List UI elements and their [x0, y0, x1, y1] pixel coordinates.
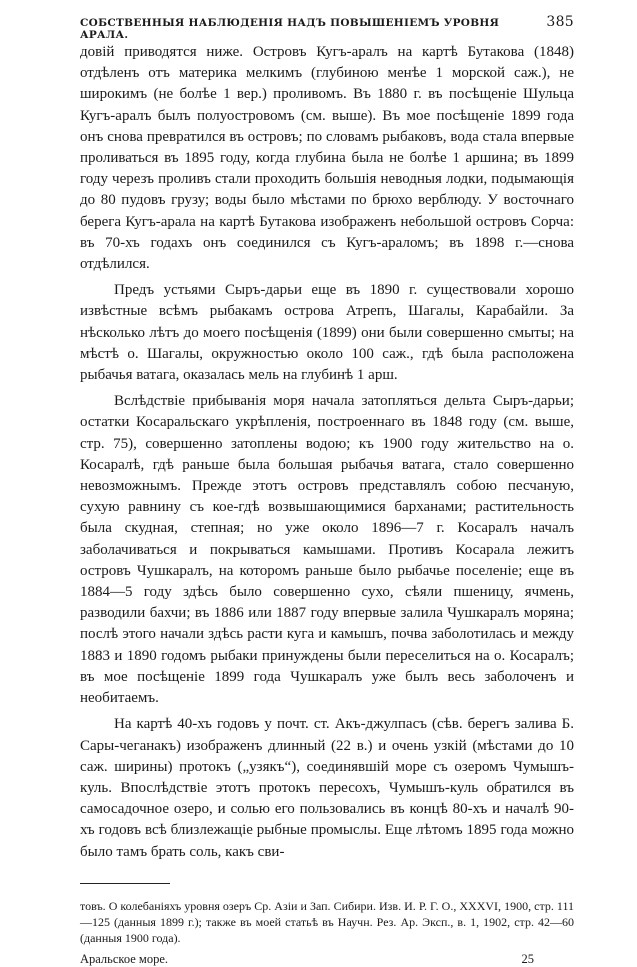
paragraph: Предъ устьями Сыръ-дарьи еще въ 1890 г. существовали хорошо извѣстные всѣмъ рыбакамъ острова Атрепъ, Шагалы, Карабайли. За нѣсколько лѣтъ до моего посѣщенія (1899) они были совершенно смыты; на мѣстѣ о. Шагалы, окружностью около 100 саж., гдѣ была расположена рыбачья ватага, оказалась мель на глубинѣ 1 арш.: [80, 282, 574, 384]
paragraph: На картѣ 40-хъ годовъ у почт. ст. Акъ-джулпасъ (сѣв. берегъ залива Б. Сары-чеганакъ) изображенъ длинный (22 в.) и очень узкій (мѣстами до 10 саж. ширины) протокъ („узякъ“), соединявшій море съ озеромъ Чумышъ-куль. Впослѣдствіе этотъ протокъ пересохъ, Чумышъ-куль обратился въ самосадочное озеро, и солью его пользовались въ концѣ 80-хъ и началѣ 90-хъ годовъ всѣ близлежащіе рыбные промыслы. Еще лѣтомъ 1895 года можно было тамъ брать соль, какъ сви-: [80, 716, 574, 860]
paragraph: довій приводятся ниже. Островъ Кугъ-аралъ на картѣ Бутакова (1848) отдѣленъ отъ материка мелкимъ (глубиною менѣе 1 морской саж.), не широкимъ (не болѣе 1 вер.) проливомъ. Въ 1880 г. въ посѣщеніе Шульца Кугъ-аралъ былъ полуостровомъ (см. выше). Въ мое посѣщеніе 1899 года онъ снова превратился въ островъ; по словамъ рыбаковъ, вода стала впервые проливаться въ 1895 году, когда глубина была не болѣе 1 аршина; въ 1899 году черезъ проливъ стали проходить большія неводныя лодки, подымающія до 80 пудовъ грузу; воды было мѣстами по брюхо верблюду. У восточнаго берега Кугъ-арала на картѣ Бутакова изображенъ небольшой островъ Сорча: въ 70-хъ годахъ онъ соединился съ Кугъ-араломъ; въ 1898 г.—снова отдѣлился.: [80, 44, 574, 273]
sheet-signature: Аральское море.: [80, 951, 169, 966]
footnote: товъ. О колебаніяхъ уровня озеръ Ср. Азіи и Зап. Сибири. Изв. И. Р. Г. О., XXXVI, 1900, стр. 111—125 (данныя 1899 г.); также въ моей статьѣ въ Научн. Рез. Ар. Эксп., в. 1, 1902, стр. 42—60 (данныя 1900 года).: [80, 898, 574, 945]
page-footer: [80, 952, 574, 967]
page-number: 385: [546, 14, 574, 30]
main-text: [80, 42, 574, 863]
running-title: СОБСТВЕННЫЯ НАБЛЮДЕНІЯ НАДЪ ПОВЫШЕНІЕМЪ УРОВНЯ АРАЛА.: [80, 17, 500, 41]
running-header: [80, 14, 574, 40]
sheet-number: 25: [521, 951, 534, 966]
paragraph: Вслѣдствіе прибыванія моря начала затопляться дельта Сыръ-дарьи; остатки Косаральскаго укрѣпленія, построеннаго въ 1848 году (см. выше, стр. 75), совершенно затоплены водою; къ 1900 году жительство на о. Косаралѣ, гдѣ раньше была большая рыбачья ватага, стало совершенно невозможнымъ. Прежде этотъ островъ представлялъ собою песчаную, сухую равнину съ кое-гдѣ возвышающимися барханами; растительность была скудная, степная; но уже около 1896—7 г. Косаралъ началъ заболачиваться и покрываться камышами. Противъ Косарала лежитъ островъ Чушкаралъ, на которомъ раньше было рыбачье поселеніе; еще въ 1884—5 году здѣсь было совершенно сухо, сѣяли пшеницу, ячмень, разводили бахчи; въ 1886 или 1887 году впервые залила Чушкаралъ моряна; послѣ этого начали здѣсь расти куга и камышъ, почва заболотилась и между 1883 и 1890 годомъ рыбаки принуждены были переселиться на о. Косаралъ; въ мое посѣщеніе 1899 года Чушкаралъ уже былъ весь заболоченъ и необитаемъ.: [80, 393, 574, 707]
book-page: [80, 14, 574, 967]
footnote-divider: [80, 883, 170, 884]
